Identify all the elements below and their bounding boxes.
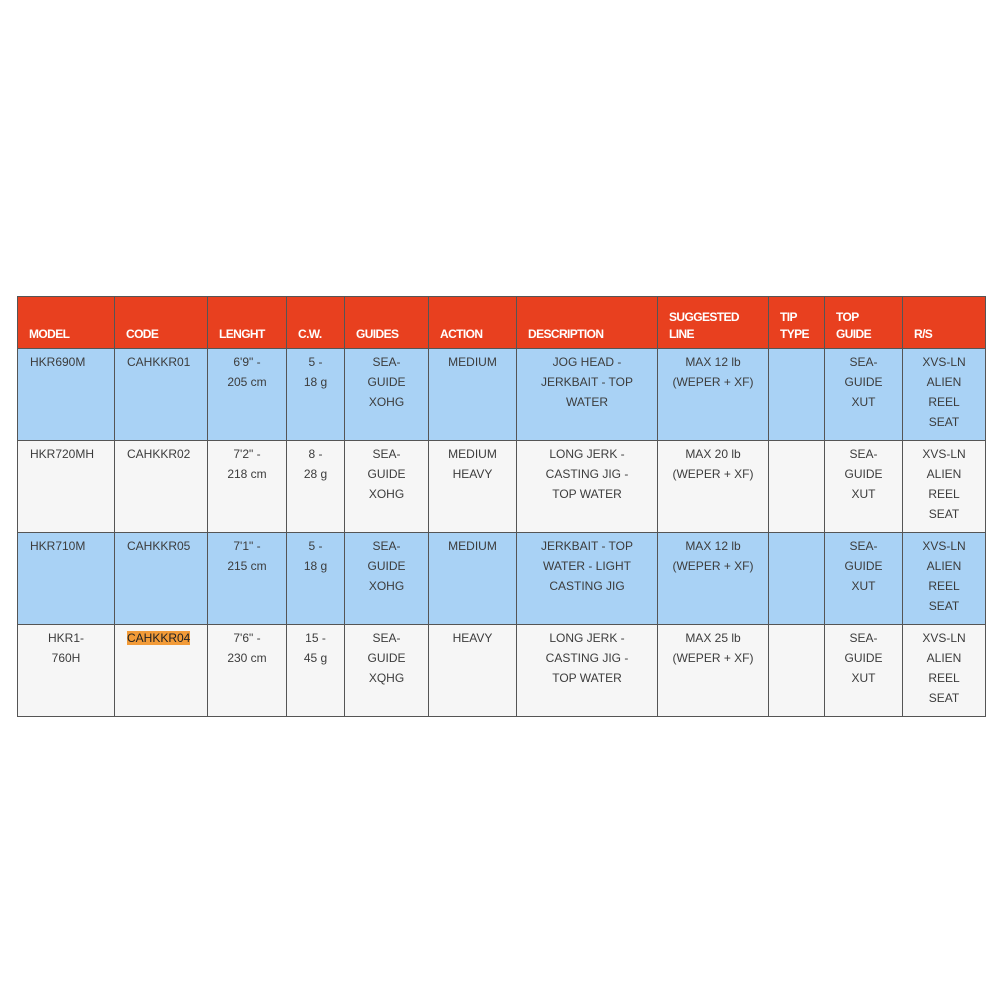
cell-suggested-line: MAX 12 lb (WEPER + XF) [658, 349, 769, 441]
cell-length: 6'9" - 205 cm [208, 349, 287, 441]
cell-cw: 5 - 18 g [287, 533, 345, 625]
header-code: CODE [115, 297, 208, 349]
table-row [18, 441, 986, 533]
cell-length: 7'6" - 230 cm [208, 625, 287, 717]
cell-rs: XVS-LN ALIEN REEL SEAT [903, 533, 986, 625]
cell-rs: XVS-LN ALIEN REEL SEAT [903, 625, 986, 717]
header-rs: R/S [903, 297, 986, 349]
header-tip-type: TIP TYPE [769, 297, 825, 349]
cell-action: MEDIUM [429, 349, 517, 441]
cell-guides: SEA- GUIDE XQHG [345, 625, 429, 717]
cell-rs: XVS-LN ALIEN REEL SEAT [903, 349, 986, 441]
rod-spec-table [17, 296, 986, 717]
header-length: LENGHT [208, 297, 287, 349]
cell-cw: 5 - 18 g [287, 349, 345, 441]
cell-model: HKR1- 760H [18, 625, 115, 717]
header-description: DESCRIPTION [517, 297, 658, 349]
cell-top-guide: SEA- GUIDE XUT [825, 349, 903, 441]
table-row [18, 625, 986, 717]
cell-code [115, 625, 208, 717]
cell-tip-type [769, 625, 825, 717]
header-action: ACTION [429, 297, 517, 349]
header-cw: C.W. [287, 297, 345, 349]
header-suggested-line: SUGGESTED LINE [658, 297, 769, 349]
highlighted-code: CAHKKR04 [127, 631, 191, 645]
cell-action: MEDIUM HEAVY [429, 441, 517, 533]
cell-guides: SEA- GUIDE XOHG [345, 349, 429, 441]
cell-tip-type [769, 349, 825, 441]
header-row [18, 297, 986, 349]
cell-tip-type [769, 441, 825, 533]
cell-model: HKR720MH [18, 441, 115, 533]
cell-top-guide: SEA- GUIDE XUT [825, 625, 903, 717]
cell-code: CAHKKR05 [115, 533, 208, 625]
cell-cw: 15 - 45 g [287, 625, 345, 717]
cell-description: LONG JERK - CASTING JIG - TOP WATER [517, 625, 658, 717]
table-row [18, 533, 986, 625]
cell-description: JOG HEAD - JERKBAIT - TOP WATER [517, 349, 658, 441]
cell-top-guide: SEA- GUIDE XUT [825, 533, 903, 625]
header-top-guide: TOP GUIDE [825, 297, 903, 349]
cell-description: LONG JERK - CASTING JIG - TOP WATER [517, 441, 658, 533]
cell-action: MEDIUM [429, 533, 517, 625]
cell-cw: 8 - 28 g [287, 441, 345, 533]
cell-model: HKR710M [18, 533, 115, 625]
header-guides: GUIDES [345, 297, 429, 349]
cell-tip-type [769, 533, 825, 625]
cell-top-guide: SEA- GUIDE XUT [825, 441, 903, 533]
cell-code: CAHKKR01 [115, 349, 208, 441]
header-model: MODEL [18, 297, 115, 349]
cell-suggested-line: MAX 20 lb (WEPER + XF) [658, 441, 769, 533]
cell-suggested-line: MAX 25 lb (WEPER + XF) [658, 625, 769, 717]
cell-action: HEAVY [429, 625, 517, 717]
table-row [18, 349, 986, 441]
cell-guides: SEA- GUIDE XOHG [345, 533, 429, 625]
cell-length: 7'1" - 215 cm [208, 533, 287, 625]
cell-description: JERKBAIT - TOP WATER - LIGHT CASTING JIG [517, 533, 658, 625]
cell-code: CAHKKR02 [115, 441, 208, 533]
cell-guides: SEA- GUIDE XOHG [345, 441, 429, 533]
cell-length: 7'2" - 218 cm [208, 441, 287, 533]
cell-suggested-line: MAX 12 lb (WEPER + XF) [658, 533, 769, 625]
cell-rs: XVS-LN ALIEN REEL SEAT [903, 441, 986, 533]
cell-model: HKR690M [18, 349, 115, 441]
